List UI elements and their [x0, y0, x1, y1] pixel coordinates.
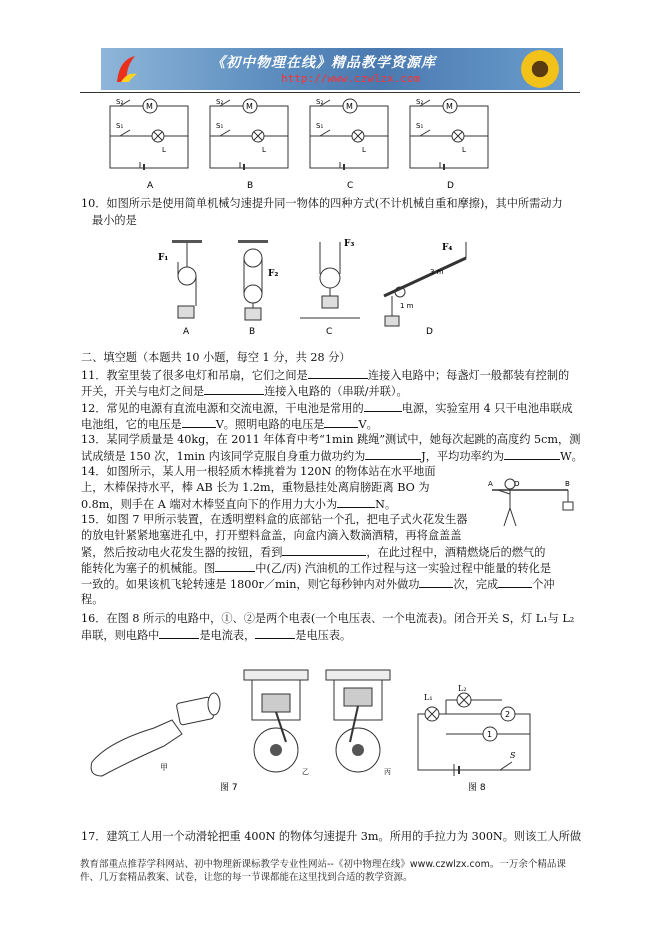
q13-blank1[interactable]: [365, 448, 421, 460]
switch2-label: S₂: [116, 98, 124, 106]
q15-line2: 的放电针紧紧地塞进孔中，打开塑料盒盖，向盒内滴入数滴酒精，再将盒盖盖: [81, 529, 462, 542]
q10-line1: 10．如图所示是使用简单机械匀速提升同一物体的四种方式(不计机械自重和摩擦)，其中所需动力: [81, 197, 563, 210]
section2-heading: 二、填空题（本题共 10 小题，每空 1 分，共 28 分）: [81, 351, 351, 364]
q12-line2: 电池组，它的电压是 V。照明电路的电压是 V。: [81, 418, 378, 431]
footer-line1: 教育部重点推荐学科网站、初中物理新课标教学专业性网站--《初中物理在线》www.czwlzx.com。一万余个精品课: [80, 859, 566, 870]
q14-blank1[interactable]: [337, 496, 375, 508]
force-f1: F₁: [158, 253, 169, 263]
q16-blank1[interactable]: [159, 627, 199, 639]
q16-blank2[interactable]: [255, 627, 295, 639]
q12-blank3[interactable]: [324, 416, 358, 428]
q11-line2: 开关，开关与电灯之间是 连接入电路的（串联/并联）。: [81, 385, 408, 398]
q11-blank2[interactable]: [204, 383, 264, 395]
q15-line1: 15．如图 7 甲所示装置，在透明塑料盒的底部钻一个孔，把电子式火花发生器: [81, 513, 468, 526]
figure-7: [88, 664, 418, 794]
q16-line1: 16．在图 8 所示的电路中，①、②是两个电表(一个电压表、一个电流表)。闭合开关 S，灯 L₁与 L₂: [81, 612, 575, 625]
q13-line1: 13．某同学质量是 40kg，在 2011 年体育中考“1min 跳绳”测试中，她每次起跳的高度约 5cm，测: [81, 433, 581, 446]
logo-icon: [113, 54, 139, 84]
lever-dist-3m: 3 m: [430, 268, 444, 276]
q15-line4: 能转化为塞子的机械能。图 中(乙/丙) 汽油机的工作过程与这一实验过程中能量的转化是: [81, 562, 552, 575]
lamp-label: L: [162, 146, 166, 154]
fig8-meter2: 2: [505, 710, 511, 719]
fig8-l1: L₁: [424, 693, 433, 702]
circuit-diagram: [110, 98, 188, 170]
fig7-label-jia: 甲: [160, 763, 168, 772]
q15-blank4[interactable]: [498, 576, 532, 588]
q15-line5: 一致的。如果该机飞轮转速是 1800r／min，则它每秒钟内对外做功 次，完成 个冲: [81, 578, 555, 591]
fig7-label-bing: 丙: [384, 768, 391, 776]
q15-blank3[interactable]: [419, 576, 453, 588]
q12-blank2[interactable]: [182, 416, 216, 428]
footer-line2: 件、几万套精品教案、试卷，让您的每一节课都能在这里找到合适的教学资源。: [80, 872, 413, 883]
page-footer: [80, 858, 600, 884]
force-f4: F₄: [442, 243, 453, 253]
machine-label-b: B: [249, 327, 256, 337]
q15-blank2[interactable]: [215, 560, 255, 572]
lever-point-o: O: [514, 480, 520, 488]
circuit-label-a: A: [147, 181, 154, 191]
q11-blank1[interactable]: [308, 367, 368, 379]
q10-line2: 最小的是: [92, 214, 137, 227]
q15-blank1[interactable]: [282, 544, 366, 556]
q11-line1: 11．教室里装了很多电灯和吊扇，它们之间是 连接入电路中；每盏灯一般都装有控制的: [81, 369, 570, 382]
q16-line2: 串联，则电路中 是电流表， 是电压表。: [81, 629, 352, 642]
circuit-label-d: D: [447, 181, 454, 191]
lever-person-figure: [488, 474, 578, 530]
lever-point-b: B: [565, 480, 570, 488]
engine-bing: [326, 670, 390, 772]
q15-line6: 程。: [81, 593, 104, 606]
fig7-label-yi: 乙: [302, 768, 309, 776]
force-f3: F₃: [344, 239, 355, 249]
header-url[interactable]: http://www.czwlzx.com: [281, 72, 421, 85]
q14-line2: 上，木棒保持水平，棒 AB 长为 1.2m，重物悬挂处离肩膀距离 BO 为: [81, 481, 430, 494]
engine-yi: [244, 670, 308, 772]
q13-line2: 试成绩是 150 次，1min 内该同学克服自身重力做功约为 J，平均功率约为 W。: [81, 450, 583, 463]
q14-line3: 0.8m，则手在 A 端对木棒竖直向下的作用力大小为 N。: [81, 498, 397, 511]
simple-machines-figure: [150, 236, 480, 338]
motor-label: M: [146, 102, 153, 111]
q12-blank1[interactable]: [364, 400, 402, 412]
fig8-l2: L₂: [458, 684, 467, 693]
circuit-options-figure: [100, 96, 500, 192]
force-f2: F₂: [268, 269, 279, 279]
q14-line1: 14．如图所示，某人用一根轻质木棒挑着为 120N 的物体站在水平地面: [81, 465, 436, 478]
circuit-label-c: C: [347, 181, 354, 191]
q15-line3: 紧，然后按动电火花发生器的按钮，看到 ，在此过程中，酒精燃烧后的燃气的: [81, 546, 546, 559]
q12-line1: 12．常见的电源有直流电源和交流电源，干电池是常用的 电源，实验室用 4 只干电池串联成: [81, 402, 573, 415]
fig8-meter1: 1: [487, 730, 493, 739]
q17-line1: 17．建筑工人用一个动滑轮把重 400N 的物体匀速提升 3m。所用的手拉力为 300N。则该工人所做: [81, 830, 582, 843]
machine-label-a: A: [183, 327, 190, 337]
machine-label-d: D: [426, 327, 433, 337]
fig7-caption: 图 7: [220, 783, 238, 793]
switch1-label: S₁: [116, 122, 124, 130]
figure-8: [414, 686, 534, 794]
sunflower-icon: [521, 50, 559, 88]
header-divider: [80, 92, 580, 93]
fig8-switch: S: [510, 751, 516, 760]
header-banner: [101, 48, 563, 90]
machine-label-c: C: [326, 327, 333, 337]
fig8-caption: 图 8: [468, 783, 486, 793]
lever-dist-1m: 1 m: [400, 302, 414, 310]
circuit-label-b: B: [247, 181, 254, 191]
q13-blank2[interactable]: [504, 448, 560, 460]
header-title: 《初中物理在线》精品教学资源库: [211, 55, 436, 71]
lever-point-a: A: [488, 480, 493, 488]
